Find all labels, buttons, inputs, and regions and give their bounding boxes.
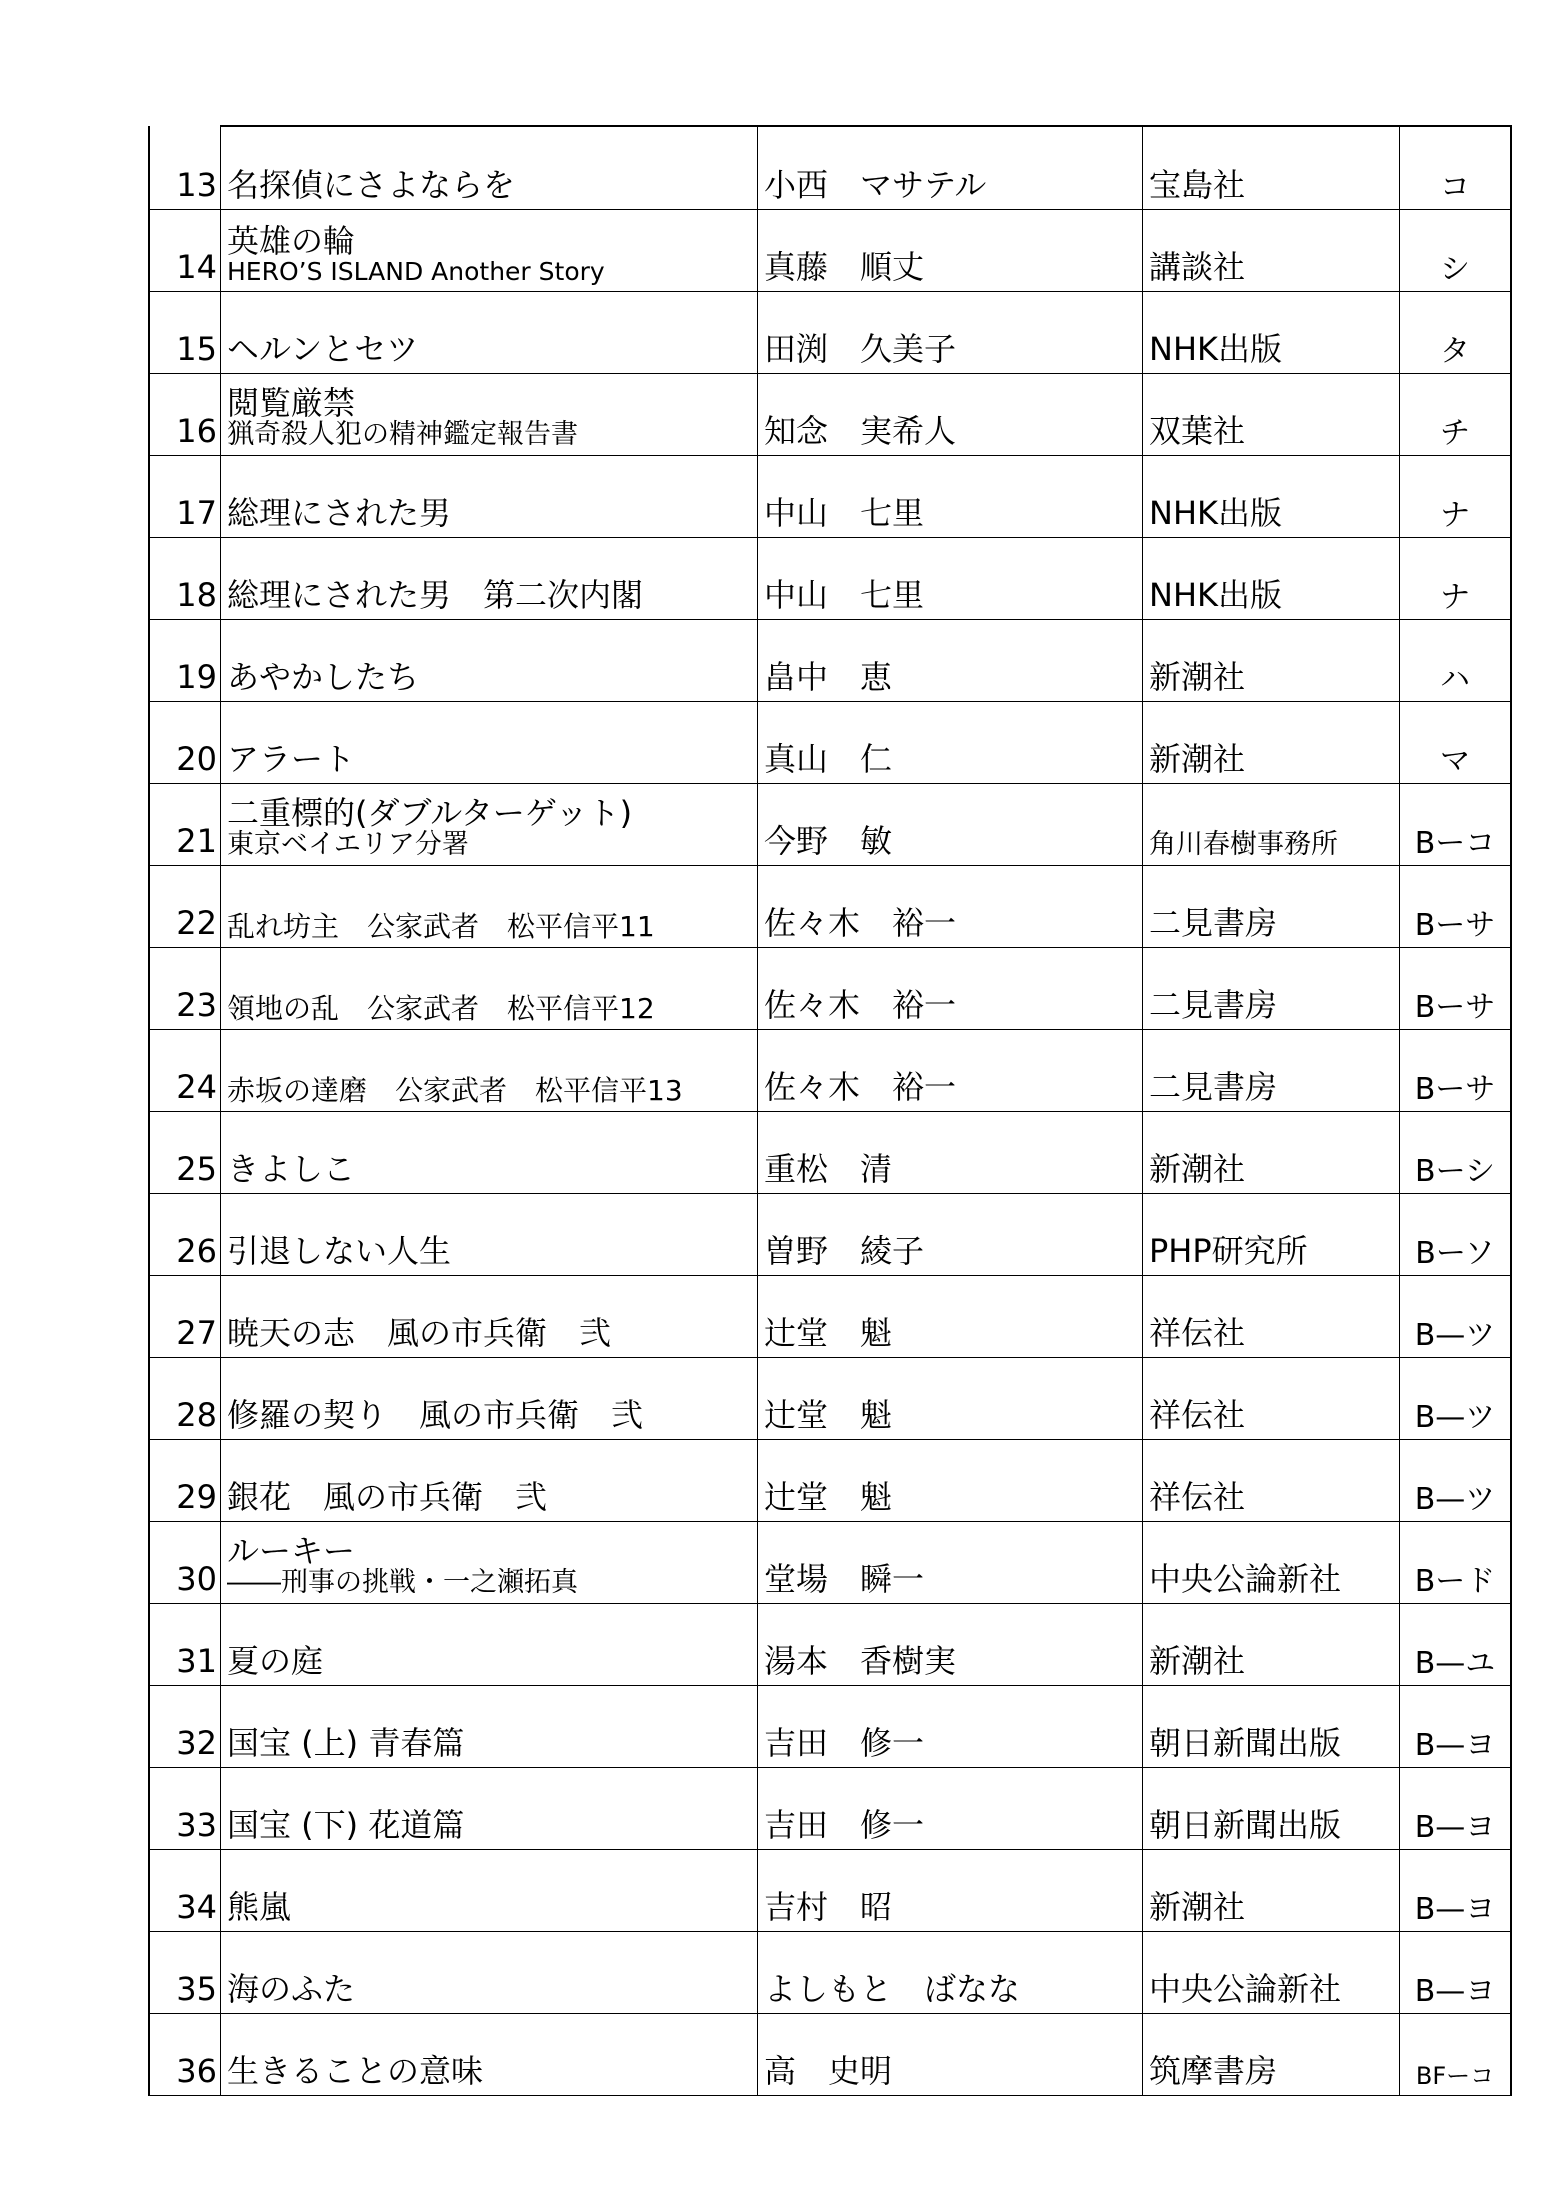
- shelf-code: [1400, 1112, 1512, 1194]
- book-author-text: 堂場 瞬一: [764, 1560, 925, 1599]
- row-number: [149, 784, 221, 866]
- row-number: [149, 1932, 221, 2014]
- row-number-text: 25: [176, 1150, 217, 1189]
- book-title-text: ヘルンとセツ: [227, 330, 419, 369]
- book-publisher-text: NHK出版: [1149, 494, 1282, 533]
- shelf-code-text: B—ツ: [1414, 1317, 1496, 1353]
- book-title: [221, 210, 758, 292]
- book-publisher-text: 二見書房: [1149, 986, 1278, 1025]
- book-author: [758, 538, 1143, 620]
- book-author: [758, 1850, 1143, 1932]
- book-publisher-text: 祥伝社: [1149, 1478, 1246, 1517]
- book-title: [221, 866, 758, 948]
- book-title: [221, 948, 758, 1030]
- shelf-code: [1400, 1686, 1512, 1768]
- book-title-text: 引退しない人生: [227, 1232, 452, 1271]
- book-author-text: 知念 実希人: [764, 412, 957, 451]
- book-author-text: 曽野 綾子: [764, 1232, 925, 1271]
- book-publisher-text: 祥伝社: [1149, 1314, 1246, 1353]
- shelf-code-text: Bード: [1414, 1563, 1496, 1599]
- row-number: [149, 1604, 221, 1686]
- book-publisher-text: 二見書房: [1149, 904, 1278, 943]
- book-title: [221, 1932, 758, 2014]
- book-publisher-text: 中央公論新社: [1149, 1560, 1342, 1599]
- row-number: [149, 1850, 221, 1932]
- book-publisher-text: 宝島社: [1149, 166, 1246, 205]
- row-number-text: 13: [176, 166, 217, 205]
- row-number-text: 22: [176, 904, 217, 943]
- shelf-code: [1400, 2014, 1512, 2096]
- row-number-text: 18: [176, 576, 217, 615]
- book-author: [758, 1768, 1143, 1850]
- row-number-text: 32: [176, 1724, 217, 1763]
- book-author: [758, 374, 1143, 456]
- row-number-text: 30: [176, 1560, 217, 1599]
- row-number: [149, 126, 221, 210]
- row-number: [149, 1358, 221, 1440]
- book-title: [221, 1194, 758, 1276]
- shelf-code: [1400, 1440, 1512, 1522]
- book-author: [758, 866, 1143, 948]
- row-number: [149, 538, 221, 620]
- shelf-code-text: B—ヨ: [1414, 1809, 1496, 1845]
- row-number: [149, 1112, 221, 1194]
- row-number: [149, 866, 221, 948]
- book-publisher: [1143, 1932, 1400, 2014]
- row-number: [149, 1768, 221, 1850]
- row-number: [149, 456, 221, 538]
- book-author: [758, 2014, 1143, 2096]
- book-list-rows: [149, 126, 1511, 2096]
- row-number: [149, 2014, 221, 2096]
- book-publisher: [1143, 948, 1400, 1030]
- row-number-text: 15: [176, 330, 217, 369]
- shelf-code-text: Bーサ: [1414, 989, 1496, 1025]
- book-publisher: [1143, 784, 1400, 866]
- shelf-code-text: Bーソ: [1415, 1235, 1495, 1271]
- shelf-code-text: B—ツ: [1414, 1399, 1496, 1435]
- table-row: [149, 538, 1511, 620]
- book-publisher: [1143, 210, 1400, 292]
- table-row: [149, 948, 1511, 1030]
- book-author: [758, 126, 1143, 210]
- shelf-code-text: B—ヨ: [1414, 1973, 1496, 2009]
- table-row: [149, 126, 1511, 210]
- book-list-table: [148, 125, 1512, 2096]
- book-title-text: 領地の乱 公家武者 松平信平12: [227, 991, 655, 1025]
- book-title-text: アラート: [227, 740, 356, 779]
- book-publisher-text: 新潮社: [1149, 1888, 1246, 1927]
- book-author-text: 畠中 恵: [764, 658, 893, 697]
- book-title-text: 二重標的(ダブルターゲット): [227, 794, 633, 833]
- row-number-text: 35: [176, 1970, 217, 2009]
- book-title: [221, 1358, 758, 1440]
- book-subtitle-text: 東京ベイエリア分署: [227, 828, 469, 860]
- table-row: [149, 1932, 1511, 2014]
- book-publisher: [1143, 702, 1400, 784]
- book-author: [758, 784, 1143, 866]
- table-row: [149, 1604, 1511, 1686]
- shelf-code: [1400, 374, 1512, 456]
- book-author-text: 中山 七里: [764, 576, 925, 615]
- book-author-text: 湯本 香樹実: [764, 1642, 957, 1681]
- book-publisher: [1143, 456, 1400, 538]
- book-title-text: 赤坂の達磨 公家武者 松平信平13: [227, 1073, 683, 1107]
- book-publisher: [1143, 1686, 1400, 1768]
- book-author: [758, 620, 1143, 702]
- book-publisher: [1143, 866, 1400, 948]
- shelf-code: [1400, 1030, 1512, 1112]
- book-publisher-text: 中央公論新社: [1149, 1970, 1342, 2009]
- book-publisher-text: 新潮社: [1149, 658, 1246, 697]
- book-publisher-text: 角川春樹事務所: [1149, 828, 1338, 860]
- shelf-code: [1400, 1768, 1512, 1850]
- row-number-text: 23: [176, 986, 217, 1025]
- table-row: [149, 456, 1511, 538]
- book-author: [758, 948, 1143, 1030]
- shelf-code-text: タ: [1440, 333, 1470, 369]
- book-title: [221, 2014, 758, 2096]
- row-number: [149, 620, 221, 702]
- book-publisher: [1143, 292, 1400, 374]
- book-title: [221, 620, 758, 702]
- book-list-sheet: [148, 125, 1497, 2110]
- book-author: [758, 1358, 1143, 1440]
- book-publisher: [1143, 1112, 1400, 1194]
- book-title-text: 生きることの意味: [227, 2052, 484, 2091]
- book-author-text: 真山 仁: [764, 740, 893, 779]
- book-subtitle-text: 猟奇殺人犯の精神鑑定報告書: [227, 418, 578, 450]
- table-row: [149, 620, 1511, 702]
- book-title: [221, 126, 758, 210]
- shelf-code: [1400, 538, 1512, 620]
- shelf-code-text: Bーサ: [1414, 907, 1496, 943]
- shelf-code: [1400, 1932, 1512, 2014]
- book-title: [221, 456, 758, 538]
- table-row: [149, 374, 1511, 456]
- row-number-text: 34: [176, 1888, 217, 1927]
- table-row: [149, 784, 1511, 866]
- row-number-text: 14: [176, 248, 217, 287]
- book-title-text: 英雄の輪: [227, 222, 356, 261]
- shelf-code-text: BFーコ: [1415, 2061, 1495, 2090]
- shelf-code: [1400, 456, 1512, 538]
- book-subtitle-text: HERO’S ISLAND Another Story: [227, 256, 605, 286]
- book-author: [758, 1686, 1143, 1768]
- book-author-text: 今野 敏: [764, 822, 893, 861]
- book-title: [221, 1030, 758, 1112]
- book-publisher-text: 二見書房: [1149, 1068, 1278, 1107]
- book-publisher: [1143, 1276, 1400, 1358]
- table-row: [149, 2014, 1511, 2096]
- book-title: [221, 292, 758, 374]
- book-publisher-text: 祥伝社: [1149, 1396, 1246, 1435]
- book-title-text: 熊嵐: [227, 1888, 292, 1927]
- row-number-text: 27: [176, 1314, 217, 1353]
- book-author-text: 吉田 修一: [764, 1724, 925, 1763]
- book-title-text: ルーキー: [227, 1532, 356, 1571]
- book-title-text: きよしこ: [227, 1150, 356, 1189]
- book-publisher: [1143, 1522, 1400, 1604]
- shelf-code-text: B—ヨ: [1414, 1891, 1496, 1927]
- row-number: [149, 1440, 221, 1522]
- book-author: [758, 292, 1143, 374]
- row-number: [149, 1194, 221, 1276]
- book-publisher: [1143, 2014, 1400, 2096]
- shelf-code: [1400, 948, 1512, 1030]
- book-title: [221, 1440, 758, 1522]
- book-author-text: 真藤 順丈: [764, 248, 925, 287]
- book-publisher: [1143, 1030, 1400, 1112]
- book-author-text: 佐々木 裕一: [764, 904, 957, 943]
- book-title-text: 総理にされた男 第二次内閣: [227, 576, 644, 615]
- shelf-code-text: Bーサ: [1414, 1071, 1496, 1107]
- book-publisher-text: NHK出版: [1149, 330, 1282, 369]
- book-author-text: 吉田 修一: [764, 1806, 925, 1845]
- book-author: [758, 1030, 1143, 1112]
- book-title: [221, 374, 758, 456]
- book-author-text: 辻堂 魁: [764, 1396, 893, 1435]
- book-publisher: [1143, 1440, 1400, 1522]
- book-publisher: [1143, 1768, 1400, 1850]
- book-author: [758, 1604, 1143, 1686]
- shelf-code: [1400, 1276, 1512, 1358]
- row-number: [149, 292, 221, 374]
- row-number-text: 21: [176, 822, 217, 861]
- book-title-text: 銀花 風の市兵衛 弐: [227, 1478, 548, 1517]
- table-row: [149, 1276, 1511, 1358]
- shelf-code-text: コ: [1440, 169, 1470, 205]
- book-publisher-text: NHK出版: [1149, 576, 1282, 615]
- book-author: [758, 702, 1143, 784]
- shelf-code: [1400, 1194, 1512, 1276]
- book-publisher: [1143, 1358, 1400, 1440]
- shelf-code: [1400, 620, 1512, 702]
- row-number: [149, 948, 221, 1030]
- book-author-text: 佐々木 裕一: [764, 1068, 957, 1107]
- shelf-code-text: ハ: [1440, 661, 1470, 697]
- shelf-code-text: ナ: [1440, 497, 1470, 533]
- book-author: [758, 1194, 1143, 1276]
- table-row: [149, 210, 1511, 292]
- book-publisher: [1143, 1194, 1400, 1276]
- shelf-code: [1400, 702, 1512, 784]
- book-title-text: 夏の庭: [227, 1642, 324, 1681]
- shelf-code-text: ナ: [1440, 579, 1470, 615]
- book-author: [758, 456, 1143, 538]
- shelf-code: [1400, 1850, 1512, 1932]
- shelf-code-text: Bーコ: [1414, 825, 1496, 861]
- book-title: [221, 1768, 758, 1850]
- book-publisher: [1143, 374, 1400, 456]
- table-row: [149, 1522, 1511, 1604]
- book-title: [221, 538, 758, 620]
- row-number-text: 31: [176, 1642, 217, 1681]
- table-row: [149, 1850, 1511, 1932]
- shelf-code-text: B—ヨ: [1414, 1727, 1496, 1763]
- book-publisher-text: PHP研究所: [1149, 1232, 1308, 1271]
- book-title: [221, 1112, 758, 1194]
- book-author: [758, 1522, 1143, 1604]
- row-number: [149, 1030, 221, 1112]
- table-row: [149, 1030, 1511, 1112]
- row-number: [149, 1686, 221, 1768]
- shelf-code: [1400, 784, 1512, 866]
- book-publisher-text: 講談社: [1149, 248, 1246, 287]
- shelf-code-text: シ: [1440, 251, 1470, 287]
- shelf-code: [1400, 292, 1512, 374]
- table-row: [149, 1358, 1511, 1440]
- book-publisher: [1143, 538, 1400, 620]
- book-author-text: 辻堂 魁: [764, 1478, 893, 1517]
- book-author-text: 小西 マサテル: [764, 166, 987, 205]
- book-subtitle-text: ――刑事の挑戦・一之瀬拓真: [227, 1566, 578, 1598]
- shelf-code: [1400, 1604, 1512, 1686]
- book-title-text: あやかしたち: [227, 658, 420, 697]
- shelf-code-text: チ: [1440, 415, 1470, 451]
- row-number-text: 29: [176, 1478, 217, 1517]
- row-number: [149, 210, 221, 292]
- table-row: [149, 292, 1511, 374]
- book-author-text: よしもと ばなな: [764, 1970, 1021, 2009]
- book-author-text: 辻堂 魁: [764, 1314, 893, 1353]
- book-author-text: 中山 七里: [764, 494, 925, 533]
- book-title: [221, 1276, 758, 1358]
- table-row: [149, 1768, 1511, 1850]
- row-number-text: 20: [176, 740, 217, 779]
- book-publisher-text: 朝日新聞出版: [1149, 1724, 1342, 1763]
- book-title-text: 修羅の契り 風の市兵衛 弐: [227, 1396, 644, 1435]
- book-title: [221, 1604, 758, 1686]
- row-number-text: 17: [176, 494, 217, 533]
- book-title-text: 国宝 (下) 花道篇: [227, 1806, 465, 1845]
- row-number-text: 36: [176, 2052, 217, 2091]
- shelf-code-text: マ: [1440, 743, 1470, 779]
- book-author-text: 重松 清: [764, 1150, 893, 1189]
- book-publisher: [1143, 1850, 1400, 1932]
- table-row: [149, 1686, 1511, 1768]
- book-title-text: 名探偵にさよならを: [227, 166, 516, 205]
- book-publisher-text: 朝日新聞出版: [1149, 1806, 1342, 1845]
- shelf-code-text: B—ツ: [1414, 1481, 1496, 1517]
- book-publisher: [1143, 126, 1400, 210]
- row-number-text: 33: [176, 1806, 217, 1845]
- book-title-text: 乱れ坊主 公家武者 松平信平11: [227, 909, 655, 943]
- shelf-code: [1400, 210, 1512, 292]
- book-title: [221, 1850, 758, 1932]
- shelf-code: [1400, 1522, 1512, 1604]
- book-publisher-text: 双葉社: [1149, 412, 1246, 451]
- book-publisher: [1143, 1604, 1400, 1686]
- book-author-text: 田渕 久美子: [764, 330, 957, 369]
- book-title: [221, 784, 758, 866]
- book-author-text: 高 史明: [764, 2052, 893, 2091]
- book-title-text: 国宝 (上) 青春篇: [227, 1724, 465, 1763]
- book-title: [221, 702, 758, 784]
- book-publisher-text: 新潮社: [1149, 1150, 1246, 1189]
- row-number: [149, 1276, 221, 1358]
- table-row: [149, 1440, 1511, 1522]
- table-row: [149, 866, 1511, 948]
- book-author: [758, 1932, 1143, 2014]
- book-author-text: 吉村 昭: [764, 1888, 893, 1927]
- book-title-text: 閲覧厳禁: [227, 384, 356, 423]
- book-publisher-text: 新潮社: [1149, 1642, 1246, 1681]
- row-number-text: 28: [176, 1396, 217, 1435]
- row-number-text: 24: [176, 1068, 217, 1107]
- book-publisher-text: 新潮社: [1149, 740, 1246, 779]
- shelf-code: [1400, 126, 1512, 210]
- row-number: [149, 702, 221, 784]
- book-author: [758, 1440, 1143, 1522]
- row-number-text: 16: [176, 412, 217, 451]
- shelf-code: [1400, 1358, 1512, 1440]
- table-row: [149, 1112, 1511, 1194]
- book-publisher-text: 筑摩書房: [1149, 2052, 1278, 2091]
- row-number: [149, 1522, 221, 1604]
- book-title: [221, 1522, 758, 1604]
- table-row: [149, 1194, 1511, 1276]
- book-author: [758, 210, 1143, 292]
- shelf-code-text: Bーシ: [1415, 1153, 1495, 1189]
- row-number-text: 19: [176, 658, 217, 697]
- book-title-text: 総理にされた男: [227, 494, 452, 533]
- book-author: [758, 1276, 1143, 1358]
- row-number-text: 26: [176, 1232, 217, 1271]
- book-title-text: 暁天の志 風の市兵衛 弐: [227, 1314, 612, 1353]
- book-author-text: 佐々木 裕一: [764, 986, 957, 1025]
- table-row: [149, 702, 1511, 784]
- book-title: [221, 1686, 758, 1768]
- shelf-code: [1400, 866, 1512, 948]
- row-number: [149, 374, 221, 456]
- shelf-code-text: B—ユ: [1414, 1645, 1496, 1681]
- book-author: [758, 1112, 1143, 1194]
- book-title-text: 海のふた: [227, 1970, 356, 2009]
- book-publisher: [1143, 620, 1400, 702]
